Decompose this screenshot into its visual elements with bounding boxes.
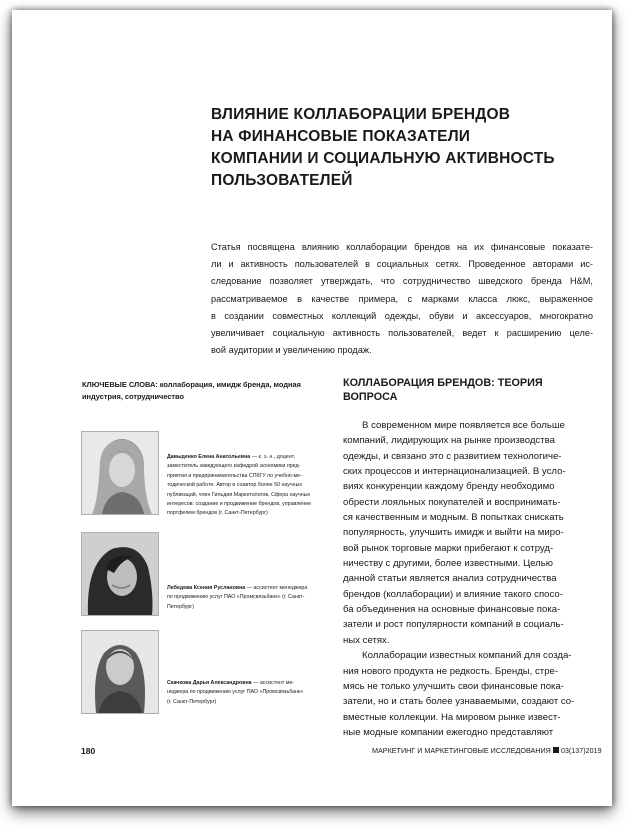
body-line: ничеству с другими, более известными. Целью	[343, 558, 553, 570]
abstract-line: ли и активность пользователей в социальных сетях. Проведенное авторами ис-	[211, 259, 593, 270]
article-body	[343, 418, 593, 740]
body-line: данной статьи является анализ сотрудничества	[343, 573, 557, 585]
bio-line: Лебедева Ксения Руслановна — ассистент менеджера	[167, 585, 308, 591]
body-line: мясь не только улучшить свои финансовые пока-	[343, 680, 564, 692]
author-bio-davydenko	[167, 453, 327, 519]
bio-line: публикаций, член Гильдии Маркетологов. Сфера научных	[167, 491, 311, 498]
title-line: КОМПАНИИ И СОЦИАЛЬНУЮ АКТИВНОСТЬ	[211, 150, 555, 167]
body-line: Коллаборации известных компаний для созда-	[362, 650, 572, 662]
abstract-line: увеличивает социальную активность пользователей, ведет к расширению целе-	[211, 328, 593, 339]
body-line: ных сетях.	[343, 634, 390, 646]
abstract-line: вой аудитории и увеличению продаж.	[211, 345, 372, 356]
body-line: ния нового продукта не редкость. Бренды, стре-	[343, 665, 559, 677]
body-line: ные модные компании ежегодно представляют	[343, 726, 554, 738]
body-line: брендов (коллаборации) и влияние такого спосо-	[343, 588, 563, 600]
title-line: ВЛИЯНИЕ КОЛЛАБОРАЦИИ БРЕНДОВ	[211, 106, 511, 123]
section-heading-line: КОЛЛАБОРАЦИЯ БРЕНДОВ: ТЕОРИЯ	[343, 377, 543, 389]
page-number: 180	[81, 746, 96, 756]
body-line: компаний, лидирующих на рынке производства	[343, 435, 555, 447]
abstract-line: рассматриваемое в качестве примера, с марками класса люкс, выраженное	[211, 293, 593, 304]
keywords	[82, 379, 322, 403]
body-line: ся качественным и модным. В попытках снискать	[343, 512, 564, 524]
body-line: одежды, и связано это с развитием технологиче-	[343, 450, 562, 462]
bio-line: заместитель заведующего кафедрой экономики пред-	[167, 463, 301, 470]
section-heading-line: ВОПРОСА	[343, 391, 398, 403]
bio-line: Петербург)	[167, 603, 194, 610]
body-line: популярность, улучшить имидж и выйти на миро-	[343, 527, 564, 539]
section-heading	[343, 376, 593, 404]
author-photo-lebedeva	[81, 532, 159, 616]
issue-number: 03(137)2019	[560, 746, 602, 755]
abstract-line: в создании совместных коллекций одежды, обуви и аксессуаров, многократно	[211, 310, 593, 321]
bio-line: портфелем брендов (г. Санкт-Петербург)	[167, 510, 268, 517]
article-title	[211, 104, 591, 192]
body-line: обрести лояльных покупателей и воспринимать-	[343, 496, 561, 508]
bio-line: Давыденко Елена Анатольевна — к. э. н., доцент,	[167, 454, 295, 460]
body-line: ских процессов и интернационализацией. В усло-	[343, 466, 566, 478]
running-footer	[372, 746, 602, 755]
abstract	[211, 239, 593, 359]
body-line: вместные коллекции. На мировом рынке извест-	[343, 711, 561, 723]
bio-line: (г. Санкт-Петербург)	[167, 698, 217, 705]
abstract-line: следование позволяет утверждать, что сотрудничество шведского бренда H&M,	[211, 276, 593, 287]
journal-page	[12, 10, 612, 806]
author-bio-lebedeva	[167, 584, 327, 612]
abstract-line: Статья посвящена влиянию коллаборации брендов на их финансовые показате-	[211, 242, 593, 252]
body-line: затели и рост популярности компаний в социаль-	[343, 619, 564, 631]
title-line: ПОЛЬЗОВАТЕЛЕЙ	[211, 172, 353, 189]
bio-line: неджера по продвижению услуг ПАО «Промсвязьбанк»	[167, 689, 304, 696]
journal-name: МАРКЕТИНГ И МАРКЕТИНГОВЫЕ ИССЛЕДОВАНИЯ	[372, 746, 551, 755]
keywords-line: КЛЮЧЕВЫЕ СЛОВА: коллаборация, имидж бренда, модная	[82, 380, 301, 389]
bio-line: интересов: создание и продвижение брендов, управление	[167, 501, 312, 508]
body-line: виях конкуренции каждому бренду необходимо	[343, 481, 555, 493]
author-photo-skachkova	[81, 630, 159, 714]
keywords-line: индустрия, сотрудничество	[82, 392, 185, 401]
author-bio-skachkova	[167, 679, 327, 707]
body-line: вой рынок торговые марки прибегают к сотруд-	[343, 542, 554, 554]
square-bullet-icon	[553, 747, 559, 753]
bio-line: тодической работе. Автор и соавтор более 50 научных	[167, 482, 303, 489]
author-photo-davydenko	[81, 431, 159, 515]
bio-line: Скачкова Дарья Александровна — ассистент ме-	[167, 680, 295, 686]
body-line: ба объединения на основные финансовые пока-	[343, 604, 561, 616]
body-line: В современном мире появляется все больше	[362, 420, 565, 431]
title-line: НА ФИНАНСОВЫЕ ПОКАЗАТЕЛИ	[211, 128, 471, 145]
bio-line: приятия и предпринимательства СПбГУ по учебно-ме-	[167, 472, 302, 479]
bio-line: по продвижению услуг ПАО «Промсвязьбанк» (г. Санкт-	[167, 594, 305, 601]
body-line: затели, но и стать более узнаваемыми, создают со-	[343, 696, 575, 708]
